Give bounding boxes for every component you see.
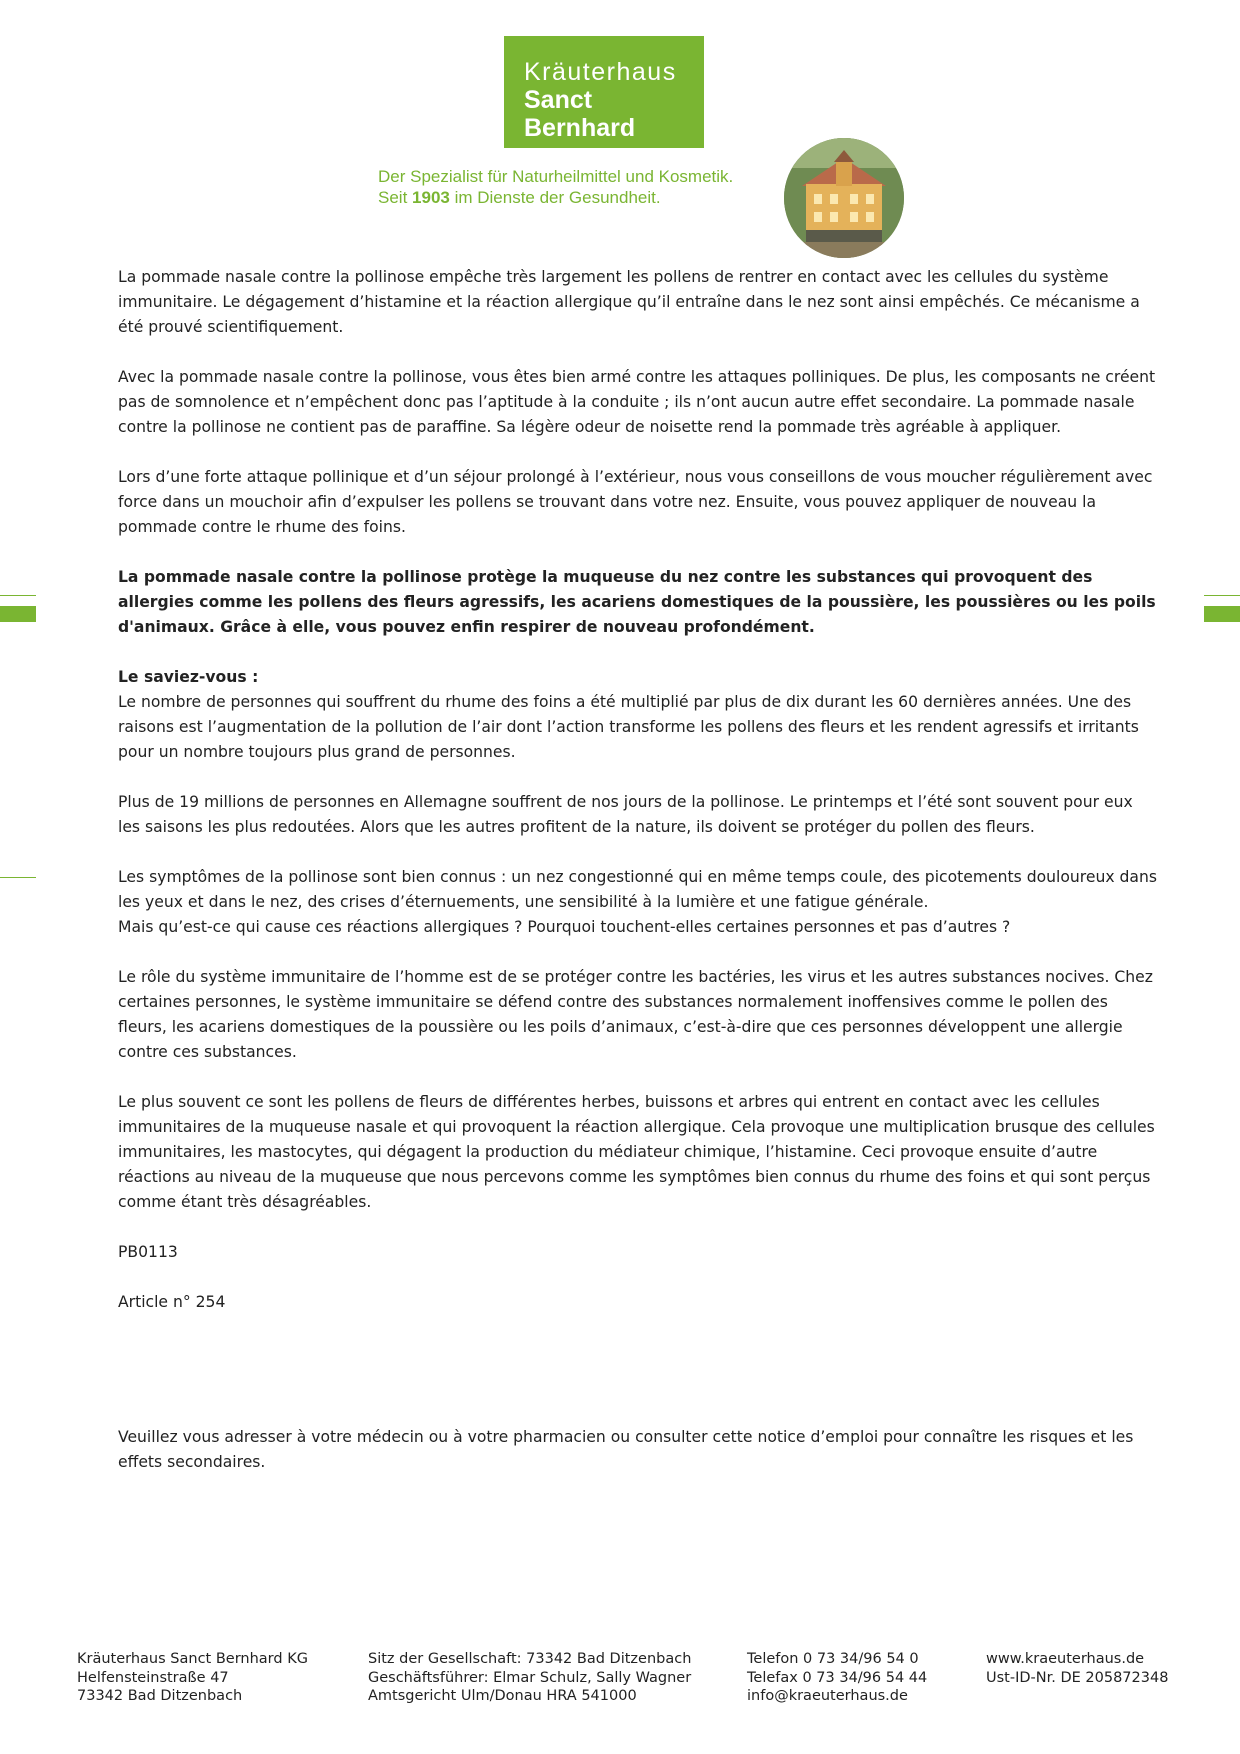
paragraph-4-bold: La pommade nasale contre la pollinose protège la muqueuse du nez contre les substances qui provoquent des allergies comme les pollens des fleurs agressifs, les acariens domestiques de la poussière, les poussières ou les poils d'animaux. Grâce à elle, vous pouvez enfin respirer de nouveau profondément. bbox=[118, 568, 1156, 636]
right-fold-line bbox=[1204, 595, 1240, 596]
saviez-heading: Le saviez-vous : bbox=[118, 668, 259, 686]
right-fold-bar bbox=[1204, 606, 1240, 622]
brand-tagline bbox=[378, 166, 733, 208]
paragraph-1: La pommade nasale contre la pollinose empêche très largement les pollens de rentrer en contact avec les cellules du système immunitaire. Le dégagement d’histamine et la réaction allergique qu’il entraîne dans le nez sont ainsi empêchés. Ce mécanisme a été prouvé scientifiquement. bbox=[118, 268, 1140, 336]
paragraph-7a: Les symptômes de la pollinose sont bien connus : un nez congestionné qui en même temps coule, des picotements douloureux dans les yeux et dans le nez, des crises d’éternuements, une sensibilité à la lumière et une fatigue générale. bbox=[118, 868, 1157, 911]
footer-contact bbox=[747, 1650, 927, 1706]
footer-company-name: Kräuterhaus Sanct Bernhard KG bbox=[77, 1651, 308, 1667]
footer-web bbox=[986, 1650, 1168, 1687]
paragraph-9: Le plus souvent ce sont les pollens de fleurs de différentes herbes, buissons et arbres qui entrent en contact avec les cellules immunitaires de la muqueuse nasale et qui provoquent la réaction allergique. Cela provoque une multiplication brusque des cellules immunitaires, les mastocytes, qui dégagent la production du médiateur chimique, l’histamine. Ceci provoque ensuite d’autre réactions au niveau de la muqueuse que nous percevons comme les symptômes bien connus du rhume des foins et qui sont perçus comme étant très désagréables. bbox=[118, 1093, 1155, 1211]
paragraph-6: Plus de 19 millions de personnes en Allemagne souffrent de nos jours de la pollinose. Le printemps et l’été sont souvent pour eux les saisons les plus redoutées. Alors que les autres profitent de la nature, ils doivent se protéger du pollen des fleurs. bbox=[118, 793, 1133, 836]
paragraph-5: Le nombre de personnes qui souffrent du rhume des foins a été multiplié par plus de dix durant les 60 dernières années. Une des raisons est l’augmentation de la pollution de l’air dont l’action transforme les pollens des fleurs et les rendent agressifs et irritants pour un nombre toujours plus grand de personnes. bbox=[118, 693, 1139, 761]
footer-legal bbox=[368, 1650, 691, 1706]
paragraph-2: Avec la pommade nasale contre la pollinose, vous êtes bien armé contre les attaques polliniques. De plus, les composants ne créent pas de somnolence et n’empêchent donc pas l’aptitude à la conduite ; ils n’ont aucun autre effet secondaire. La pommade nasale contre la pollinose ne contient pas de paraffine. Sa légère odeur de noisette rend la pommade très agréable à appliquer. bbox=[118, 368, 1156, 436]
footer-email[interactable]: info@kraeuterhaus.de bbox=[747, 1688, 908, 1704]
risk-notice: Veuillez vous adresser à votre médecin ou à votre pharmacien ou consulter cette notice d’emploi pour connaître les risques et les effets secondaires. bbox=[118, 1428, 1134, 1471]
tagline-post: im Dienste der Gesundheit. bbox=[449, 188, 661, 207]
product-code: PB0113 bbox=[118, 1243, 178, 1261]
footer-website[interactable]: www.kraeuterhaus.de bbox=[986, 1651, 1145, 1667]
footer-seat: Sitz der Gesellschaft: 73342 Bad Ditzenbach bbox=[368, 1651, 692, 1667]
article-number: Article n° 254 bbox=[118, 1293, 226, 1311]
footer-fax: Telefax 0 73 34/96 54 44 bbox=[747, 1669, 928, 1686]
footer-city: 73342 Bad Ditzenbach bbox=[77, 1688, 243, 1704]
brand-logo bbox=[504, 36, 704, 148]
tagline-line-2 bbox=[378, 187, 733, 208]
paragraph-3: Lors d’une forte attaque pollinique et d’un séjour prolongé à l’extérieur, nous vous conseillons de vous moucher régulièrement avec force dans un mouchoir afin d’expulser les pollens se trouvant dans votre nez. Ensuite, vous pouvez appliquer de nouveau la pommade contre le rhume des foins. bbox=[118, 468, 1153, 536]
tagline-pre: Seit bbox=[378, 188, 413, 207]
left-fold-bar bbox=[0, 606, 36, 622]
paragraph-7b: Mais qu’est-ce qui cause ces réactions allergiques ? Pourquoi touchent-elles certaines personnes et pas d’autres ? bbox=[118, 918, 1011, 936]
footer-vat-id: Ust-ID-Nr. DE 205872348 bbox=[986, 1669, 1169, 1686]
footer-street: Helfensteinstraße 47 bbox=[77, 1669, 229, 1686]
document-body bbox=[118, 265, 1158, 1500]
tagline-year: 1903 bbox=[412, 188, 450, 207]
footer-court: Amtsgericht Ulm/Donau HRA 541000 bbox=[368, 1688, 637, 1704]
footer-company bbox=[77, 1650, 308, 1706]
tagline-line-1: Der Spezialist für Naturheilmittel und Kosmetik. bbox=[378, 167, 734, 186]
logo-line-1: Kräuterhaus bbox=[524, 58, 677, 86]
building-photo bbox=[784, 138, 904, 258]
logo-line-2: Sanct Bernhard bbox=[524, 86, 636, 142]
left-fold-line-1 bbox=[0, 595, 36, 596]
footer-phone: Telefon 0 73 34/96 54 0 bbox=[747, 1651, 919, 1667]
building-illustration bbox=[784, 138, 904, 258]
paragraph-8: Le rôle du système immunitaire de l’homme est de se protéger contre les bactéries, les virus et les autres substances nocives. Chez certaines personnes, le système immunitaire se défend contre des substances normalement inoffensives comme le pollen des fleurs, les acariens domestiques de la poussière ou les poils d’animaux, c’est-à-dire que ces personnes développent une allergie contre ces substances. bbox=[118, 968, 1153, 1061]
left-fold-line-2 bbox=[0, 877, 36, 878]
footer-managers: Geschäftsführer: Elmar Schulz, Sally Wagner bbox=[368, 1669, 692, 1686]
